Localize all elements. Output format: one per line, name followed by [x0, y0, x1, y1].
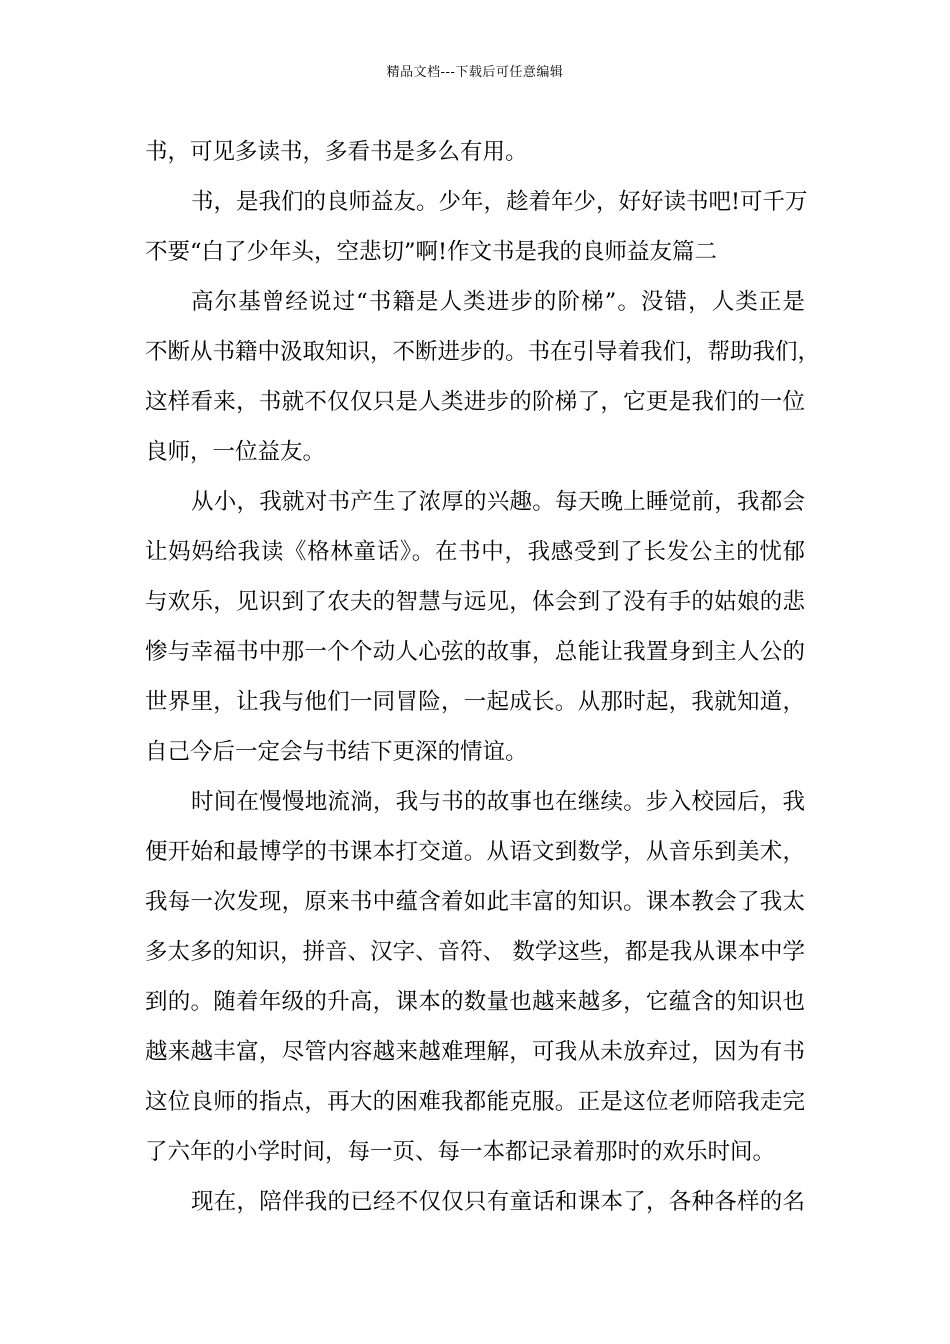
- text-line: 越来越丰富，尽管内容越来越难理解，可我从未放弃过，因为有书: [145, 1039, 805, 1065]
- text-line: 从小，我就对书产生了浓厚的兴趣。每天晚上睡觉前，我都会: [191, 489, 805, 515]
- text-line: 时间在慢慢地流淌，我与书的故事也在继续。步入校园后，我: [191, 789, 805, 815]
- text-line: 了六年的小学时间，每一页、每一本都记录着那时的欢乐时间。: [145, 1139, 776, 1165]
- text-line: 我每一次发现，原来书中蕴含着如此丰富的知识。课本教会了我太: [145, 889, 805, 915]
- document-body: [145, 127, 821, 1227]
- text-line: 这样看来，书就不仅仅只是人类进步的阶梯了，它更是我们的一位: [145, 389, 805, 415]
- text-line: 书，可见多读书，多看书是多么有用。: [145, 139, 528, 165]
- text-line: 书，是我们的良师益友。少年，趁着年少，好好读书吧!可千万: [191, 189, 808, 215]
- text-line: 现在，陪伴我的已经不仅仅只有童话和课本了，各种各样的名: [191, 1189, 805, 1215]
- text-line: 多太多的知识，拼音、汉字、音符、 数学这些，都是我从课本中学: [145, 939, 805, 965]
- text-line: 高尔基曾经说过“书籍是人类进步的阶梯”。没错，人类正是: [191, 289, 805, 315]
- text-line: 便开始和最博学的书课本打交道。从语文到数学，从音乐到美术，: [145, 839, 805, 865]
- text-line: 到的。随着年级的升高，课本的数量也越来越多，它蕴含的知识也: [145, 989, 805, 1015]
- text-line: 不要“白了少年头，空悲切”啊!作文书是我的良师益友篇二: [145, 239, 718, 265]
- text-line: 与欢乐，见识到了农夫的智慧与远见，体会到了没有手的姑娘的悲: [145, 589, 805, 615]
- text-line: 良师，一位益友。: [145, 439, 326, 465]
- text-line: 这位良师的指点，再大的困难我都能克服。正是这位老师陪我走完: [145, 1089, 805, 1115]
- text-line: 自己今后一定会与书结下更深的情谊。: [145, 739, 528, 765]
- text-line: 不断从书籍中汲取知识，不断进步的。书在引导着我们，帮助我们，: [145, 339, 821, 365]
- text-line: 惨与幸福书中那一个个动人心弦的故事，总能让我置身到主人公的: [145, 639, 805, 665]
- text-line: 让妈妈给我读《格林童话》。在书中，我感受到了长发公主的忧郁: [145, 539, 805, 565]
- page-header: 精品文档---下载后可任意编辑: [386, 65, 564, 80]
- text-line: 世界里，让我与他们一同冒险，一起成长。从那时起，我就知道，: [145, 689, 805, 715]
